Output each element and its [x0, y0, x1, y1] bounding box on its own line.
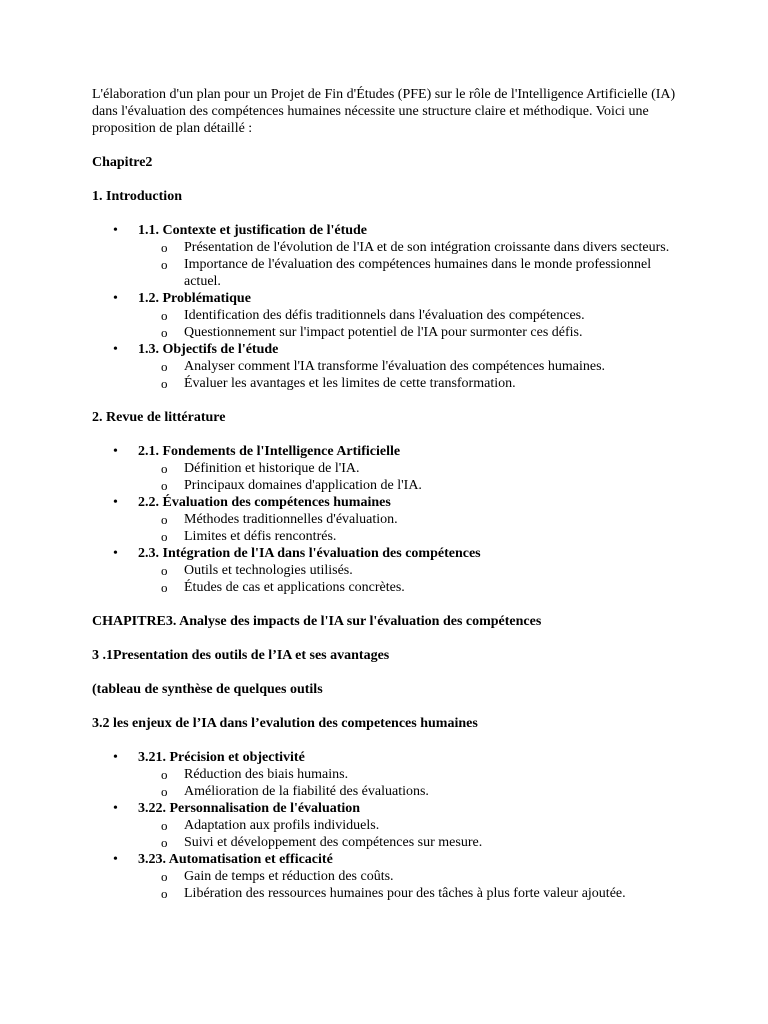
bullet-item — [92, 443, 682, 494]
bullet-item-title: • 1.3. Objectifs de l'étude — [138, 342, 279, 357]
bullet-item — [92, 341, 682, 392]
sub-bullet-item: o Amélioration de la fiabilité des évaluations. — [138, 783, 682, 800]
sub-bullet-list — [138, 868, 682, 902]
sub-bullet-item: o Libération des ressources humaines pour des tâches à plus forte valeur ajoutée. — [138, 885, 682, 902]
sub-bullet-item: o Questionnement sur l'impact potentiel de l'IA pour surmonter ces défis. — [138, 324, 682, 341]
sub-bullet-item: o Outils et technologies utilisés. — [138, 562, 682, 579]
sub-bullet-item: o Présentation de l'évolution de l'IA et de son intégration croissante dans divers secteurs. — [138, 239, 682, 256]
bullet-item — [92, 545, 682, 596]
sub-bullet-item: o Réduction des biais humains. — [138, 766, 682, 783]
section-heading: 2. Revue de littérature — [92, 410, 226, 425]
bullet-list — [92, 749, 682, 902]
bullet-item — [92, 494, 682, 545]
section-heading: 1. Introduction — [92, 189, 182, 204]
sub-bullet-item: o Limites et défis rencontrés. — [138, 528, 682, 545]
sub-bullet-item: o Identification des défis traditionnels dans l'évaluation des compétences. — [138, 307, 682, 324]
bullet-item-title: • 3.22. Personnalisation de l'évaluation — [138, 801, 361, 816]
bullet-item-title: • 2.1. Fondements de l'Intelligence Artificielle — [138, 444, 401, 459]
sub-bullet-item: o Méthodes traditionnelles d'évaluation. — [138, 511, 682, 528]
bullet-list — [92, 222, 682, 392]
section-heading: 3.2 les enjeux de l’IA dans l’evalution des competences humaines — [92, 716, 478, 731]
bullet-item — [92, 851, 682, 902]
bullet-item-title: • 3.21. Précision et objectivité — [138, 750, 305, 765]
document-body — [92, 86, 682, 919]
section-heading: 3 .1Presentation des outils de l’IA et ses avantages — [92, 648, 390, 663]
bullet-item — [92, 749, 682, 800]
bullet-item — [92, 290, 682, 341]
bullet-item-title: • 1.2. Problématique — [138, 291, 251, 306]
bullet-item — [92, 800, 682, 851]
bullet-item-title: • 2.3. Intégration de l'IA dans l'évaluation des compétences — [138, 546, 481, 561]
sub-bullet-list — [138, 511, 682, 545]
bullet-item-title: • 2.2. Évaluation des compétences humaines — [138, 495, 391, 510]
sub-bullet-item: o Analyser comment l'IA transforme l'évaluation des compétences humaines. — [138, 358, 682, 375]
sub-bullet-item: o Gain de temps et réduction des coûts. — [138, 868, 682, 885]
sub-bullet-item: o Adaptation aux profils individuels. — [138, 817, 682, 834]
sub-bullet-item: o Suivi et développement des compétences sur mesure. — [138, 834, 682, 851]
sub-bullet-list — [138, 239, 682, 290]
sub-bullet-list — [138, 562, 682, 596]
sub-bullet-item: o Définition et historique de l'IA. — [138, 460, 682, 477]
bullet-item-title: • 1.1. Contexte et justification de l'étude — [138, 223, 368, 238]
bullet-item — [92, 222, 682, 290]
sections-container — [92, 154, 682, 902]
sub-bullet-list — [138, 766, 682, 800]
sub-bullet-item: o Principaux domaines d'application de l'IA. — [138, 477, 682, 494]
sub-bullet-list — [138, 817, 682, 851]
sub-bullet-list — [138, 358, 682, 392]
bullet-item-title: • 3.23. Automatisation et efficacité — [138, 852, 333, 867]
sub-bullet-list — [138, 460, 682, 494]
sub-bullet-list — [138, 307, 682, 341]
section-heading: (tableau de synthèse de quelques outils — [92, 682, 323, 697]
sub-bullet-item: o Importance de l'évaluation des compétences humaines dans le monde professionnel actuel. — [138, 256, 682, 290]
sub-bullet-item: o Études de cas et applications concrètes. — [138, 579, 682, 596]
intro-paragraph: L'élaboration d'un plan pour un Projet de Fin d'Études (PFE) sur le rôle de l'Intelligence Artificielle (IA) dans l'évaluation des compétences humaines nécessite une structure claire et méthodique. Voici une proposition de plan détaillé : — [92, 87, 676, 136]
sub-bullet-item: o Évaluer les avantages et les limites de cette transformation. — [138, 375, 682, 392]
section-heading: Chapitre2 — [92, 155, 153, 170]
section-heading: CHAPITRE3. Analyse des impacts de l'IA sur l'évaluation des compétences — [92, 614, 542, 629]
bullet-list — [92, 443, 682, 596]
